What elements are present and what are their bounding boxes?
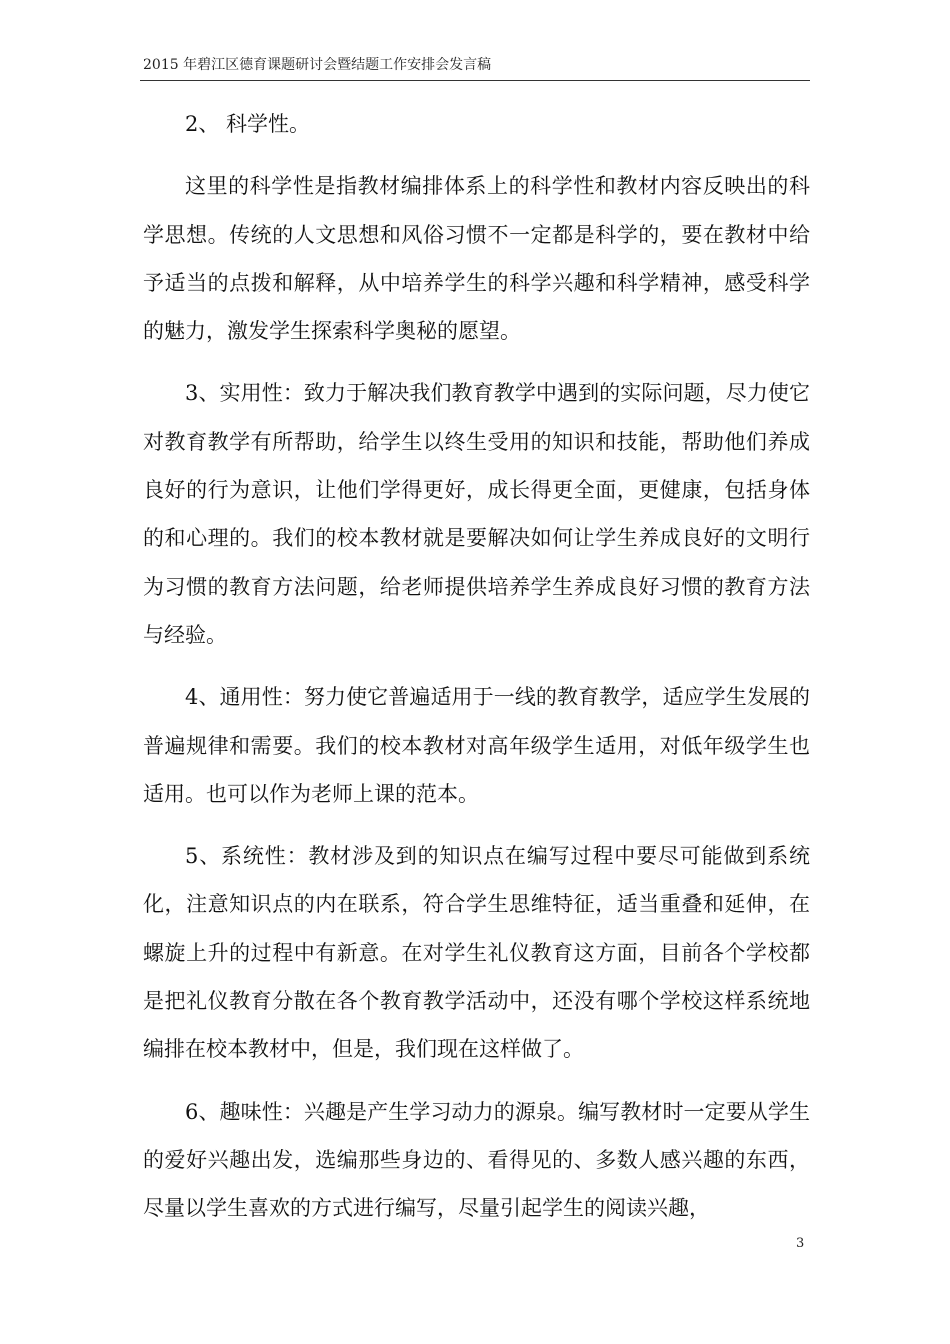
paragraph-systematicness: 5、系统性：教材涉及到的知识点在编写过程中要尽可能做到系统化，注意知识点的内在联系，符合学生思维特征，适当重叠和延伸，在螺旋上升的过程中有新意。在对学生礼仪教育这方面，目前各个学校都是把礼仪教育分散在各个教育教学活动中，还没有哪个学校这样系统地编排在校本教材中，但是，我们现在这样做了。 — [143, 844, 810, 1062]
paragraph-scientific-heading: 2、 科学性。 — [185, 112, 311, 136]
running-header: 2015 年碧江区德育课题研讨会暨结题工作安排会发言稿 — [143, 57, 492, 73]
page-number: 3 — [796, 1236, 805, 1251]
header-divider — [140, 80, 810, 81]
paragraph-universality: 4、通用性：努力使它普遍适用于一线的教育教学，适应学生发展的普遍规律和需要。我们的校本教材对高年级学生适用，对低年级学生也适用。也可以作为老师上课的范本。 — [143, 685, 810, 806]
document-body — [143, 100, 810, 1233]
paragraph-practicality: 3、实用性：致力于解决我们教育教学中遇到的实际问题，尽力使它对教育教学有所帮助，给学生以终生受用的知识和技能，帮助他们养成良好的行为意识，让他们学得更好，成长得更全面，更健康，包括身体的和心理的。我们的校本教材就是要解决如何让学生养成良好的文明行为习惯的教育方法问题，给老师提供培养学生养成良好习惯的教育方法与经验。 — [143, 381, 810, 647]
paragraph-interest: 6、趣味性：兴趣是产生学习动力的源泉。编写教材时一定要从学生的爱好兴趣出发，选编那些身边的、看得见的、多数人感兴趣的东西，尽量以学生喜欢的方式进行编写，尽量引起学生的阅读兴趣， — [143, 1099, 810, 1221]
paragraph-scientific: 这里的科学性是指教材编排体系上的科学性和教材内容反映出的科学思想。传统的人文思想和风俗习惯不一定都是科学的，要在教材中给予适当的点拨和解释，从中培养学生的科学兴趣和科学精神，感受科学的魅力，激发学生探索科学奥秘的愿望。 — [143, 174, 810, 344]
